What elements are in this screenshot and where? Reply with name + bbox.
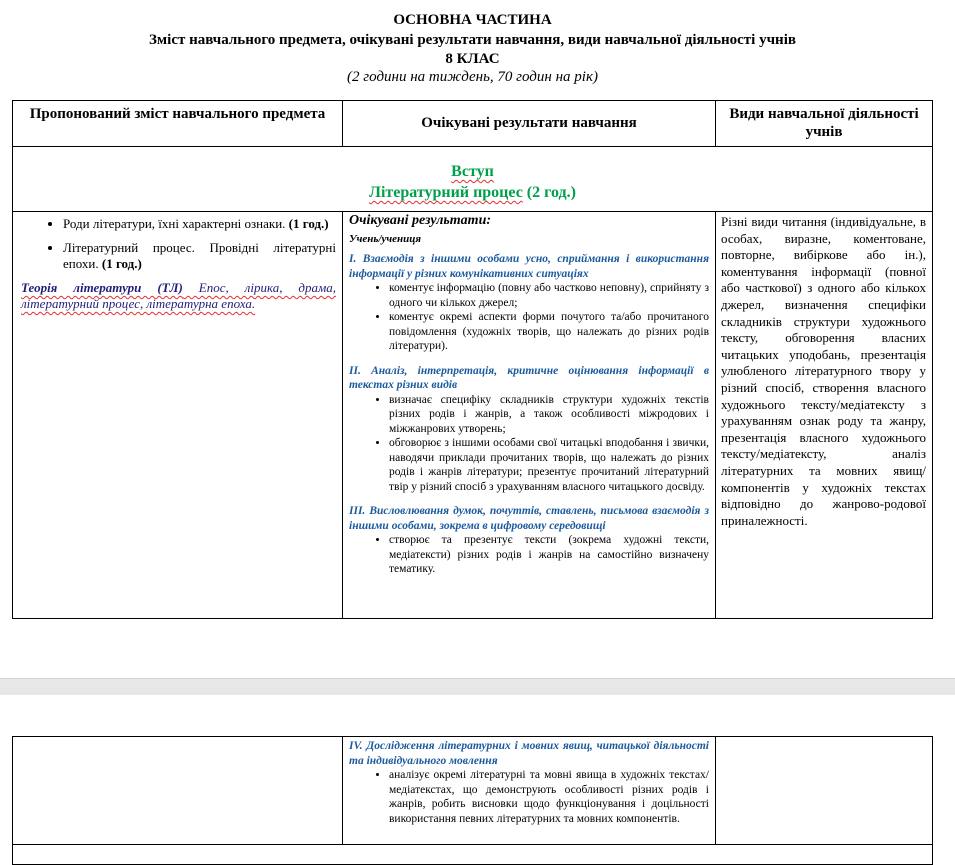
content-row bbox=[13, 212, 933, 619]
results-cell bbox=[343, 737, 716, 845]
results-section-heading: III. Висловлювання думок, почуттів, ставлень, письмова взаємодія з іншими особами, зокрема в цифровому середовищі bbox=[349, 505, 709, 532]
content-row bbox=[13, 737, 933, 845]
results-who: Учень/учениця bbox=[349, 232, 422, 245]
next-row-cell bbox=[13, 845, 933, 865]
list-item: • Роди літератури, їхні характерні ознаки. (1 год.) bbox=[63, 216, 336, 232]
list-item: • коментує інформацію (повну або частково неповну), сприйняту з одного чи кількох джерел; bbox=[389, 281, 709, 310]
list-item: • Літературний процес. Провідні літературні епохи. (1 год.) bbox=[63, 240, 336, 272]
curriculum-table bbox=[12, 100, 933, 619]
page-separator bbox=[0, 678, 955, 696]
subheading: Зміст навчального предмета, очікувані результати навчання, види навчальної діяльності учнів bbox=[149, 32, 796, 48]
section-row bbox=[13, 147, 933, 212]
section-title: Вступ bbox=[451, 163, 494, 180]
col1-header: Пропонований зміст навчального предмета bbox=[13, 101, 343, 147]
grade-heading: 8 КЛАС bbox=[445, 51, 500, 67]
content-cell bbox=[13, 212, 343, 619]
section-subtitle: Літературний процес (2 год.) bbox=[369, 184, 576, 201]
col2-header: Очікувані результати навчання bbox=[343, 101, 716, 147]
list-item: • аналізує окремі літературні та мовні явища в художніх текстах/медіатекстах, що демонструють особливості різних родів і жанрів, робить висновки щодо функціонування і доцільності використання певних літературних та мовних компонентів. bbox=[389, 768, 709, 826]
results-cell bbox=[343, 212, 716, 619]
empty-activities-cell bbox=[716, 737, 933, 845]
table-row bbox=[13, 845, 933, 865]
list-item: • обговорює з іншими особами свої читацькі вподобання і звички, наводячи приклади прочитаних творів, що належать до різних родів і жанрів літератури; презентує прочитаний літературний твір у різний спосіб з урахуванням власного читацького досвіду. bbox=[389, 436, 709, 494]
curriculum-table-continued bbox=[12, 736, 933, 865]
table-header-row bbox=[13, 101, 933, 147]
list-item: • визначає специфіку складників структури художніх текстів різних родів і жанрів, а також особливості міжродових і міжжанрових утворень; bbox=[389, 393, 709, 437]
empty-content-cell bbox=[13, 737, 343, 845]
results-title: Очікувані результати: bbox=[349, 213, 492, 228]
col3-header: Види навчальної діяльності учнів bbox=[716, 101, 933, 147]
list-item: • створює та презентує тексти (зокрема художні тексти, медіатексти) різних родів і жанрів на самостійно визначену тематику. bbox=[389, 533, 709, 577]
results-section-heading: I. Взаємодія з іншими особами усно, сприймання і використання інформації у різних комунікативних ситуаціях bbox=[349, 253, 709, 280]
list-item: • коментує окремі аспекти форми почутого та/або прочитаного повідомлення (художніх творів, що належать до різних родів літератури). bbox=[389, 310, 709, 354]
results-section-heading: IV. Дослідження літературних і мовних явищ, читацької діяльності та індивідуального мовлення bbox=[349, 740, 709, 767]
main-heading: ОСНОВНА ЧАСТИНА bbox=[393, 12, 552, 28]
section-title-cell bbox=[13, 147, 933, 212]
hours-note: (2 години на тиждень, 70 годин на рік) bbox=[347, 69, 598, 85]
results-section-heading: II. Аналіз, інтерпретація, критичне оцінювання інформації в текстах різних видів bbox=[349, 364, 709, 391]
theory-note: Теорія літератури (ТЛ) Епос, лірика, драма, літературний процес, літературна епоха. bbox=[21, 280, 336, 311]
activities-cell: Різні види читання (індивідуальне, в особах, виразне, коментоване, повторне, вибіркове або ін.), коментування інформації (повної або часткової) з одного або кількох джерел, визначення специфіки складників структури художнього тексту, обговорення власних читацьких уподобань, презентація улюбленого літературного твору у різний спосіб, створення власного художнього тексту/медіатексту з урахуванням ознак роду та жанру, презентація власного художнього тексту/медіатексту, аналіз літературних та мовних явищ/компонентів у художніх текстах відповідно до жанрово-родової приналежності. bbox=[716, 212, 933, 619]
document-page-2 bbox=[0, 695, 955, 851]
